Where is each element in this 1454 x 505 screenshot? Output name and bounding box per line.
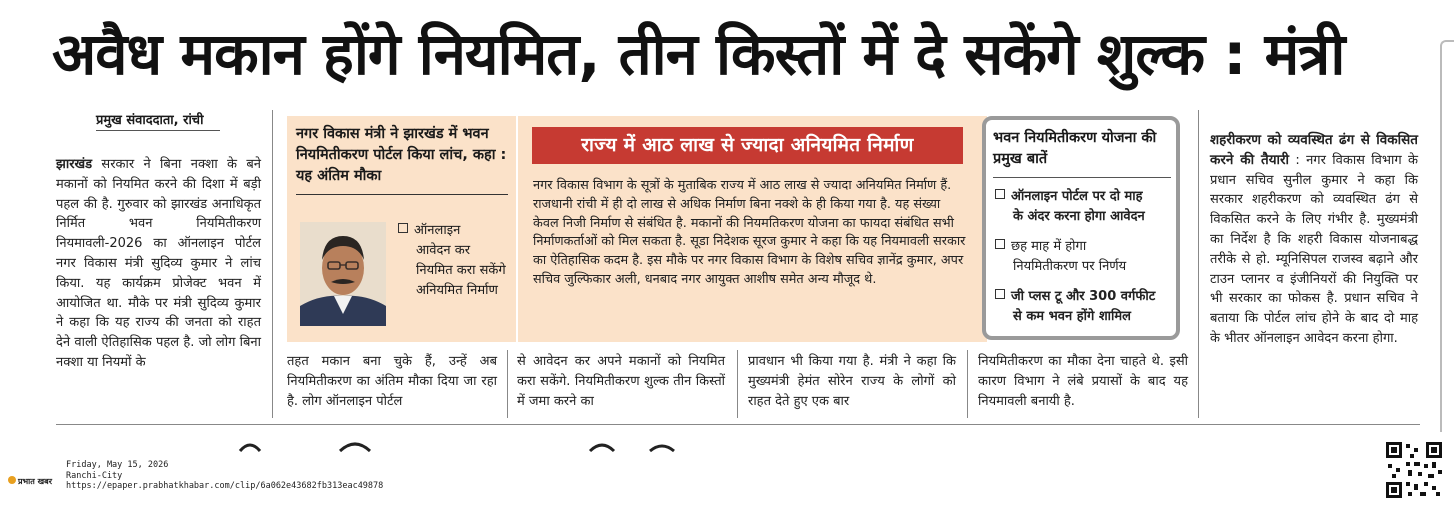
minister-photo [300,222,386,326]
sidebar-heading: नगर विकास मंत्री ने झारखंड में भवन नियमितीकरण पोर्टल किया लांच, कहा : यह अंतिम मौका [296,126,507,184]
prabhat-khabar-logo [6,470,58,490]
keypoints-rule [993,177,1171,178]
article-column-3: से आवेदन कर अपने मकानों को नियमित करा सकेंगे. नियमितीकरण शुल्क तीन किस्तों में जमा करने का [517,354,725,409]
lead-word: झारखंड [56,157,93,172]
keypoints-title: भवन नियमितीकरण योजना की प्रमुख बातें [993,130,1157,167]
logo-text: प्रभात खबर [18,477,52,486]
subheading: शहरीकरण को व्यवस्थित ढंग से विकसित करने की तैयारी [1210,132,1418,168]
article-column-2: तहत मकान बना चुके हैं, उन्हें अब नियमितीकरण का अंतिम मौका दिया जा रहा है. लोग ऑनलाइन पोर्टल [287,354,497,409]
checkbox-bullet-icon [995,189,1005,199]
column-divider [507,350,508,418]
article-column-6 [1210,131,1418,349]
article-column-5: नियमितीकरण का मौका देना चाहते थे. इसी कारण विभाग ने लंबे प्रयासों के बाद यह नियमावली बनायी है. [978,354,1188,409]
next-headline-fragment [230,435,730,453]
column-divider [272,110,273,418]
article-column-1 [56,155,261,373]
qr-code-icon[interactable] [1384,440,1444,500]
panel-body-text: नगर विकास विभाग के सूत्रों के मुताबिक राज्य में आठ लाख से ज्यादा अनियमित निर्माण हैं. राजधानी रांची में ही दो लाख से अधिक निर्माण बिना नक्शे के ही किया गया है. यह संख्या केवल निजी निर्माण से संबंधित है. मकानों की नियमतिकरण योजना का फायदा संबंधित सभी निर्माणकर्ताओं को मिल सकता है. सूडा निदेशक सूरज कुमार ने कहा कि यह नियमावली सरकार का ऐतिहासिक कदम है. इस मौके पर नगर विकास विभाग के विशेष सचिव ज्ञानेंद्र कुमार, अपर सचिव जुल्फिकार अली, धनबाद नगर आयुक्त आशीष समेत अन्य मौजूद थे. [533,178,966,287]
keypoint-item [995,237,1175,277]
column-divider [967,350,968,418]
column-6-text: : नगर विकास विभाग के प्रधान सचिव सुनील कुमार ने कहा कि सरकार शहरीकरण को व्यवस्थित ढंग से विकसित करने के लिए गंभीर है. मुख्यमंत्री का निर्देश है कि शहरी विकास योजनाबद्ध तरीके से हो. म्यूनिसिपल राजस्व बढ़ाने और टाउन प्लानर व इंजीनियरों की नियुक्ति पर भी सरकार का फोकस है. प्रधान सचिव ने बताया कि पोर्टल लांच होने के बाद दो माह के भीतर ऑनलाइन आवेदन करना होगा. [1210,152,1419,346]
column-divider [1198,110,1199,418]
clip-date: Friday, May 15, 2026 [66,460,169,470]
column-1-text: सरकार ने बिना नक्शा के बने मकानों को नियमित करने की दिशा में बड़ी पहल की है. गुरुवार को झारखंड अनाधिकृत निर्मित भवन नियमितीकरण नियमावली-2026 का ऑनलाइन पोर्टल नगर विकास मंत्री सुदिव्य कुमार ने लांच किया. यह कार्यक्रम प्रोजेक्ट भवन में आयोजित था. मौके पर मंत्री सुदिव्य कुमार ने कहा कि यह राज्य की जनता को राहत देने वाली ऐतिहासिक पहल है. जो लोग बिना नक्शा या नियमों के [56,157,261,370]
keypoint-first-line: ऑनलाइन पोर्टल पर दो माह [1011,189,1143,204]
keypoint-rest: नियमितीकरण पर निर्णय [1013,259,1127,274]
keypoint-first-line: छह माह में होगा [1011,239,1087,254]
sidebar-bullet [398,221,510,301]
panel-banner: राज्य में आठ लाख से ज्यादा अनियमित निर्माण [532,127,963,164]
byline: प्रमुख संवाददाता, रांची [96,113,204,128]
checkbox-bullet-icon [398,223,408,233]
clip-url[interactable]: https://epaper.prabhatkhabar.com/clip/6a062e43682fb313eac49878 [66,481,384,491]
article-column-4: प्रावधान भी किया गया है. मंत्री ने कहा कि मुख्यमंत्री हेमंत सोरेन राज्य के लोगों को राहत देते हुए एक बार [748,354,956,409]
keypoint-item [995,187,1175,227]
bottom-rule [56,424,1420,425]
keypoint-rest: से कम भवन होंगे शामिल [1013,309,1131,324]
sidebar-bullet-rest: आवेदन कर नियमित करा सकेंगे अनियमित निर्माण [416,243,506,298]
column-divider [737,350,738,418]
keypoint-rest: के अंदर करना होगा आवेदन [1013,209,1145,224]
clip-meta [66,460,383,492]
byline-underline [96,130,220,131]
checkbox-bullet-icon [995,289,1005,299]
next-article-edge [1440,40,1454,440]
headline: अवैध मकान होंगे नियमित, तीन किस्तों में दे सकेंगे शुल्क : मंत्री [52,20,1345,88]
sidebar-rule [296,194,508,195]
clip-edition: Ranchi-City [66,470,123,481]
keypoint-item [995,287,1175,327]
minister-portrait-image [300,222,386,326]
checkbox-bullet-icon [995,239,1005,249]
keypoint-first-line: जी प्लस टू और 300 वर्गफीट [1011,289,1156,304]
sidebar-bullet-first-line: ऑनलाइन [414,223,461,238]
logo-mark [6,470,58,490]
panel-divider [516,116,518,342]
